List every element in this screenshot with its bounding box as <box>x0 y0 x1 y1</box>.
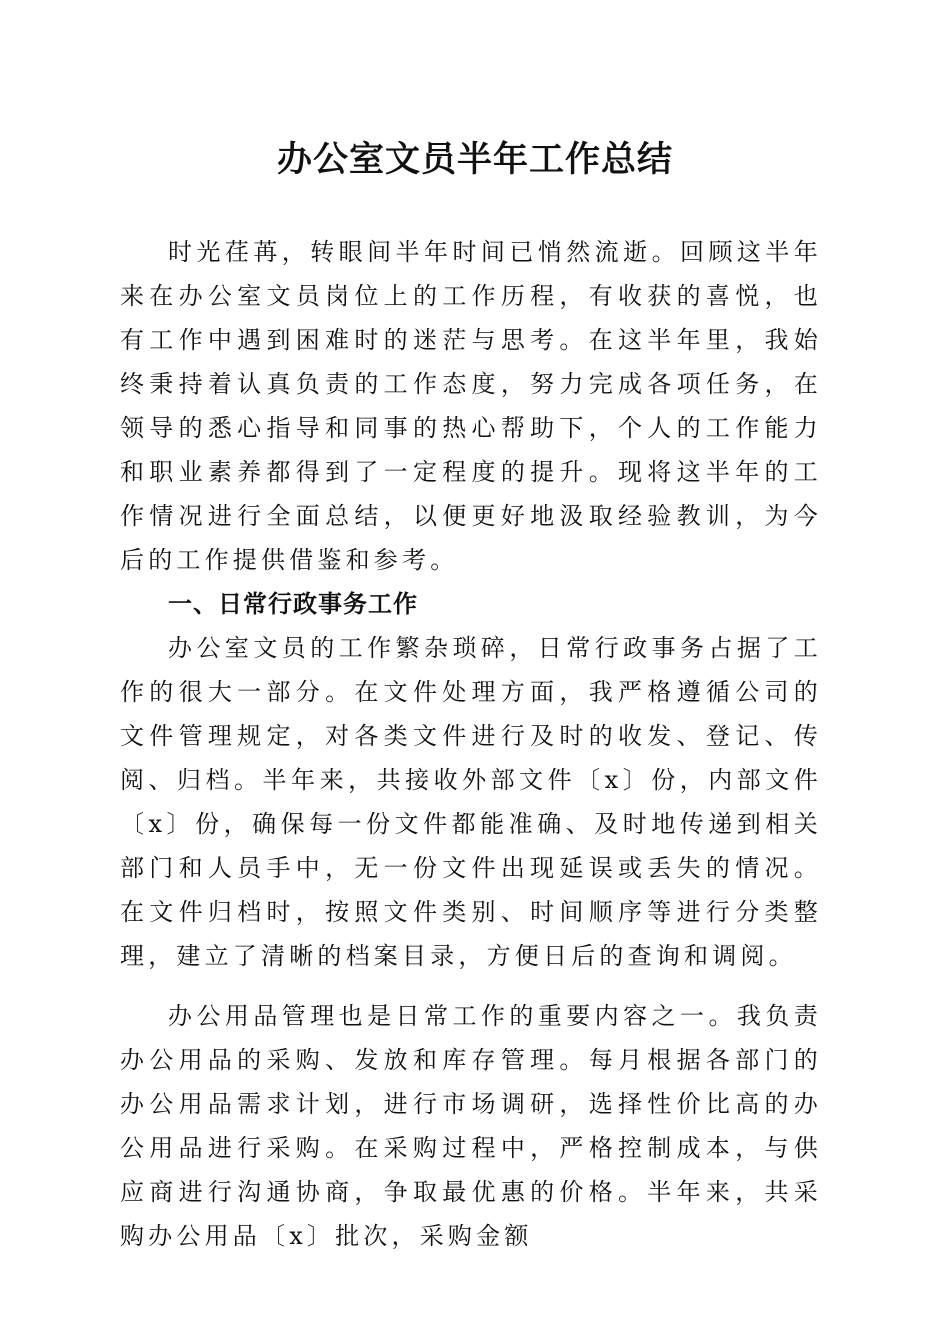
section-heading: 一、日常行政事务工作 <box>168 590 418 618</box>
section-paragraph: 办公用品管理也是日常工作的重要内容之一。我负责办公用品的采购、发放和库存管理。每月根据各部门的办公用品需求计划，进行市场调研，选择性价比高的办公用品进行采购。在采购过程中，严格控制成本，与供应商进行沟通协商，争取最优惠的价格。半年来，共采购办公用品〔x〕批次，采购金额 <box>120 1002 822 1250</box>
section-paragraph: 办公室文员的工作繁杂琐碎，日常行政事务占据了工作的很大一部分。在文件处理方面，我严格遵循公司的文件管理规定，对各类文件进行及时的收发、登记、传阅、归档。半年来，共接收外部文件〔x〕份，内部文件〔x〕份，确保每一份文件都能准确、及时地传递到相关部门和人员手中，无一份文件出现延误或丢失的情况。在文件归档时，按照文件类别、时间顺序等进行分类整理，建立了清晰的档案目录，方便日后的查询和调阅。 <box>120 634 822 970</box>
intro-paragraph: 时光荏苒，转眼间半年时间已悄然流逝。回顾这半年来在办公室文员岗位上的工作历程，有收获的喜悦，也有工作中遇到困难时的迷茫与思考。在这半年里，我始终秉持着认真负责的工作态度，努力完成各项任务，在领导的悉心指导和同事的热心帮助下，个人的工作能力和职业素养都得到了一定程度的提升。现将这半年的工作情况进行全面总结，以便更好地汲取经验教训，为今后的工作提供借鉴和参考。 <box>120 238 822 574</box>
paragraph-gap <box>120 978 822 994</box>
document-body <box>120 230 822 1258</box>
document-title: 办公室文员半年工作总结 <box>276 139 673 180</box>
